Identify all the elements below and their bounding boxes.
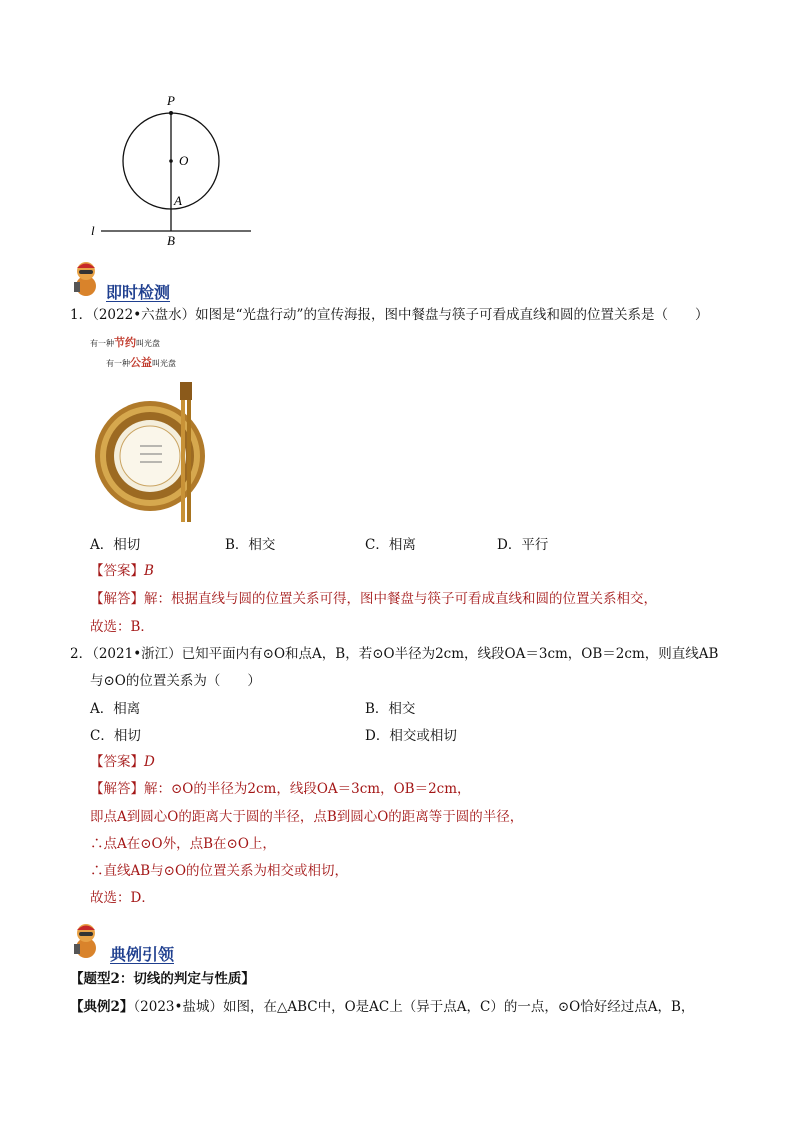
q1-option-c: C．相离 (365, 537, 416, 553)
point-p (169, 111, 173, 115)
q1-option-b: B．相交 (225, 537, 276, 553)
label-a: A (174, 193, 182, 208)
q1-conclusion: 故选：B． (90, 619, 154, 635)
section-title-example: 典例引领 (110, 945, 175, 964)
mascot-icon (70, 920, 102, 960)
label-p: P (167, 93, 175, 108)
guangpan-poster (88, 334, 228, 524)
circle-tangent-figure (85, 90, 260, 250)
q2-answer: 【答案】D (90, 754, 155, 770)
poster-line-1: 有一种节约叫光盘 (90, 336, 160, 349)
mascot-icon (70, 258, 102, 298)
q1-stem: 1．（2022•六盘水）如图是“光盘行动”的宣传海报，图中餐盘与筷子可看成直线和圆的位置关系是（ ） (70, 307, 709, 323)
q2-solution-line-2: 即点A到圆心O的距离大于圆的半径，点B到圆心O的距离等于圆的半径， (90, 809, 524, 825)
section-title-check: 即时检测 (106, 283, 171, 302)
q2-solution-line-1: 【解答】解：⊙O的半径为2cm，线段OA＝3cm，OB＝2cm， (90, 781, 471, 797)
point-o (169, 159, 173, 163)
poster-line-2: 有一种公益叫光盘 (106, 356, 176, 369)
example2-stem: 【典例2】（2023•盐城）如图，在△ABC中，O是AC上（异于点A，C）的一点，⊙O恰好经过点A，B， (70, 999, 695, 1015)
q2-option-c: C．相切 (90, 728, 141, 744)
q1-option-d: D．平行 (497, 537, 549, 553)
q2-option-a: A．相离 (90, 701, 141, 717)
q2-option-b: B．相交 (365, 701, 416, 717)
q2-solution-line-4: ∴直线AB与⊙O的位置关系为相交或相切， (90, 863, 349, 879)
q1-option-a: A．相切 (90, 537, 141, 553)
q2-solution-line-5: 故选：D． (90, 890, 155, 906)
q2-stem-line1: 2．（2021•浙江）已知平面内有⊙O和点A，B，若⊙O半径为2cm，线段OA＝3cm，OB＝2cm，则直线AB (70, 646, 719, 662)
label-o: O (179, 153, 189, 168)
q2-option-d: D．相交或相切 (365, 728, 457, 744)
topic-heading: 【题型2：切线的判定与性质】 (70, 971, 255, 987)
q2-solution-line-3: ∴点A在⊙O外，点B在⊙O上， (90, 836, 276, 852)
label-b: B (167, 233, 175, 248)
q1-solution: 【解答】解：根据直线与圆的位置关系可得，图中餐盘与筷子可看成直线和圆的位置关系相交， (90, 591, 657, 607)
label-l: l (91, 223, 95, 238)
q2-stem-line2: 与⊙O的位置关系为（ ） (90, 673, 261, 689)
plate-chopsticks-image (94, 380, 224, 524)
q1-answer: 【答案】B (90, 563, 154, 579)
